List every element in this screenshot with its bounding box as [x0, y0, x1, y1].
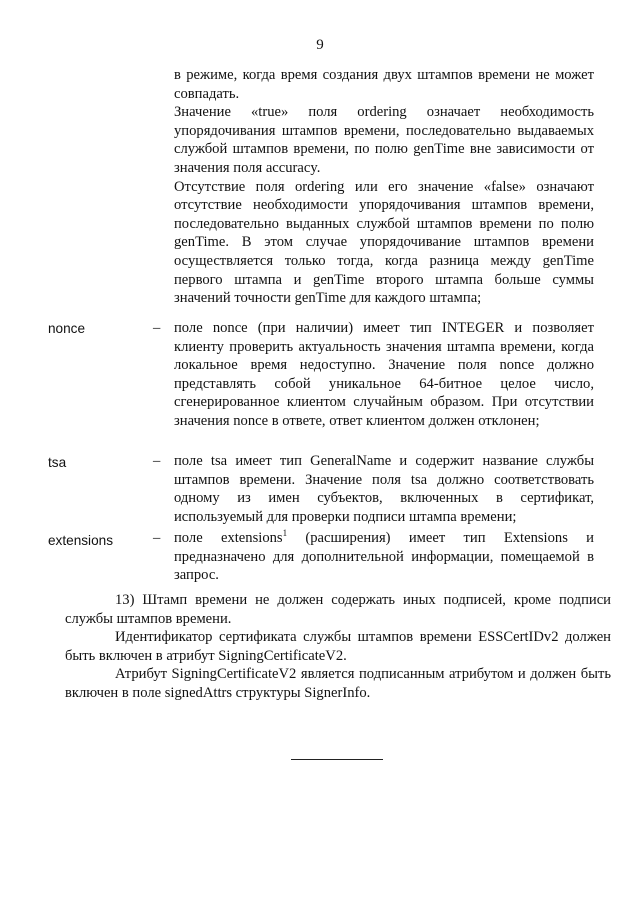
definition-text — [174, 452, 594, 526]
footnote-mark: 1 — [282, 528, 288, 539]
ordering-true-paragraph: Значение «true» поля ordering означает необходимость упорядочивания штампов времени, последовательно выдаваемых службой штампов времени, по полю genTime вне зависимости от значения поля accuracy. — [174, 104, 594, 176]
page-number: 9 — [316, 37, 324, 53]
extensions-text-end: (расширения) имеет тип Extensions и предназначено для дополнительной информации, помещаемой в запрос. — [174, 530, 594, 584]
definition-term: nonce — [48, 321, 86, 336]
extensions-description — [174, 529, 594, 585]
definition-dash: – — [153, 453, 161, 469]
tsa-description: поле tsa имеет тип GeneralName и содержит название службы штампов времени. Значение поля tsa должно соответствовать одному из имен субъектов, включенных в сертификат, используемый для проверки подписи штампа времени; — [174, 453, 594, 525]
ordering-false-paragraph: Отсутствие поля ordering или его значение «false» означают отсутствие необходимости упорядочивания штампов времени, последовательно выданных службой штампов времени по полю genTime. В этом случае упорядочивание штампов времени осуществляется только тогда, когда разница между genTime первого штампа и genTime второго штампа больше суммы значений точности genTime для каждого штампа; — [174, 178, 594, 307]
definition-term: extensions — [48, 533, 113, 548]
continuation-paragraph-1: в режиме, когда время создания двух штампов времени не может совпадать. — [174, 67, 594, 102]
definition-dash: – — [153, 530, 161, 546]
footnote-separator — [291, 759, 383, 760]
definition-term: tsa — [48, 455, 67, 470]
esscertid-paragraph: Идентификатор сертификата службы штампов времени ESSCertIDv2 должен быть включен в атрибут SigningCertificateV2. — [65, 629, 611, 664]
item-13-paragraph: 13) Штамп времени не должен содержать иных подписей, кроме подписи службы штампов времени. — [65, 592, 611, 627]
signing-certificate-paragraph: Атрибут SigningCertificateV2 является подписанным атрибутом и должен быть включен в поле signedAttrs структуры SignerInfo. — [65, 666, 611, 701]
definition-text — [174, 529, 594, 585]
nonce-description: поле nonce (при наличии) имеет тип INTEGER и позволяет клиенту проверить актуальность значения штампа времени, когда локальное время недоступно. Значение поля nonce должно представлять собой уникальное 64-битное целое число, сгенерированное клиентом случайным образом. При отсутствии значения nonce в ответе, ответ клиентом должен отклонен; — [174, 320, 594, 429]
continuation-block — [174, 66, 594, 308]
definition-dash: – — [153, 320, 161, 336]
extensions-text-start: поле extensions — [174, 530, 283, 546]
definition-text — [174, 319, 594, 431]
